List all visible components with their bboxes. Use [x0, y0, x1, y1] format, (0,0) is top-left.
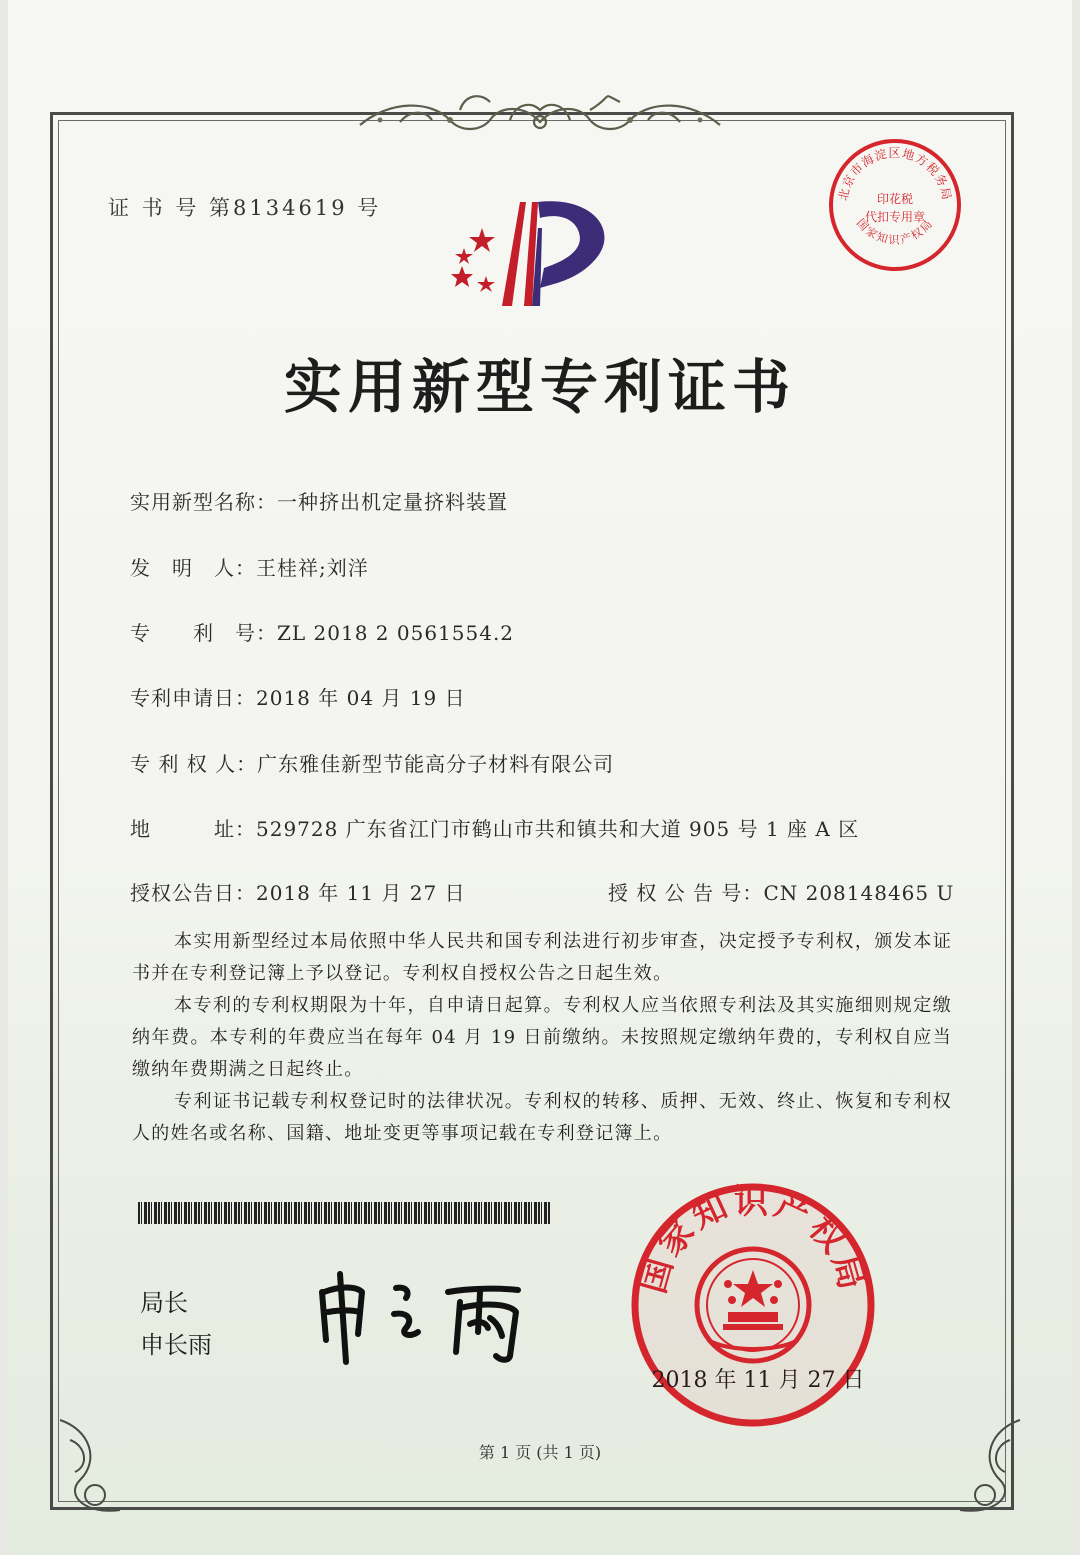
field-announce-date-label: 授权公告日：	[130, 881, 256, 905]
field-filing-date	[130, 682, 466, 711]
field-name	[130, 486, 508, 515]
patent-office-logo	[440, 188, 620, 318]
field-name-value: 一种挤出机定量挤料装置	[277, 490, 508, 514]
seal-date: 2018 年 11 月 27 日	[651, 1368, 865, 1393]
field-patent-number-label: 专 利 号：	[130, 621, 277, 645]
tax-stamp-center2: 代扣专用章	[864, 210, 926, 224]
director-block	[140, 1282, 212, 1366]
field-filing-date-value: 2018 年 04 月 19 日	[256, 686, 466, 710]
director-signature	[310, 1262, 550, 1372]
director-title: 局长	[140, 1289, 188, 1317]
field-address	[130, 813, 859, 842]
tax-stamp	[825, 135, 965, 275]
field-name-label: 实用新型名称：	[130, 490, 277, 514]
body-paragraph-1: 本实用新型经过本局依照中华人民共和国专利法进行初步审查，决定授予专利权，颁发本证书并在专利登记簿上予以登记。专利权自授权公告之日起生效。	[132, 931, 952, 984]
field-announce-date	[130, 877, 466, 906]
field-holder-value: 广东雅佳新型节能高分子材料有限公司	[257, 752, 615, 776]
field-holder	[130, 748, 614, 777]
field-inventor-value: 王桂祥;刘洋	[256, 556, 369, 580]
tax-stamp-ring-text: 北京市海淀区地方税务局	[835, 146, 955, 202]
bottom-left-ornament	[40, 1410, 150, 1530]
certificate-title: 实用新型专利证书	[283, 353, 796, 421]
field-address-value: 529728 广东省江门市鹤山市共和镇共和大道 905 号 1 座 A 区	[256, 817, 860, 841]
field-holder-label: 专 利 权 人：	[130, 752, 258, 776]
field-filing-date-label: 专利申请日：	[130, 686, 256, 710]
field-announce-number	[608, 877, 954, 906]
seal-ring-text: 国家知识产权局	[633, 1181, 873, 1298]
field-inventor-label: 发 明 人：	[130, 556, 256, 580]
tax-stamp-bottom-text: 国家知识产权局	[853, 216, 937, 247]
field-address-label: 地 址：	[130, 817, 256, 841]
tax-stamp-center1: 印花税	[876, 192, 914, 206]
field-announce-number-value: CN 208148465 U	[763, 881, 955, 905]
field-announce-number-label: 授 权 公 告 号：	[608, 881, 764, 905]
body-text	[132, 926, 952, 1150]
field-inventor	[130, 552, 369, 581]
body-paragraph-2: 本专利的专利权期限为十年，自申请日起算。专利权人应当依照专利法及其实施细则规定缴纳年费。本专利的年费应当在每年 04 月 19 日前缴纳。未按照规定缴纳年费的，专利权自应当缴纳年费期满之日起终止。	[132, 995, 952, 1080]
page-number: 第 1 页 (共 1 页)	[478, 1443, 602, 1462]
top-ornament	[340, 80, 740, 150]
bottom-right-ornament	[930, 1410, 1040, 1530]
body-paragraph-3: 专利证书记载专利权登记时的法律状况。专利权的转移、质押、无效、终止、恢复和专利权人的姓名或名称、国籍、地址变更等事项记载在专利登记簿上。	[132, 1091, 952, 1144]
field-patent-number-value: ZL 2018 2 0561554.2	[277, 621, 515, 645]
field-announce-date-value: 2018 年 11 月 27 日	[256, 881, 466, 905]
national-seal	[628, 1180, 878, 1430]
certificate-number: 证 书 号 第8134619 号	[108, 196, 382, 220]
director-name: 申长雨	[140, 1331, 212, 1359]
field-patent-number	[130, 617, 514, 646]
barcode	[138, 1202, 550, 1224]
